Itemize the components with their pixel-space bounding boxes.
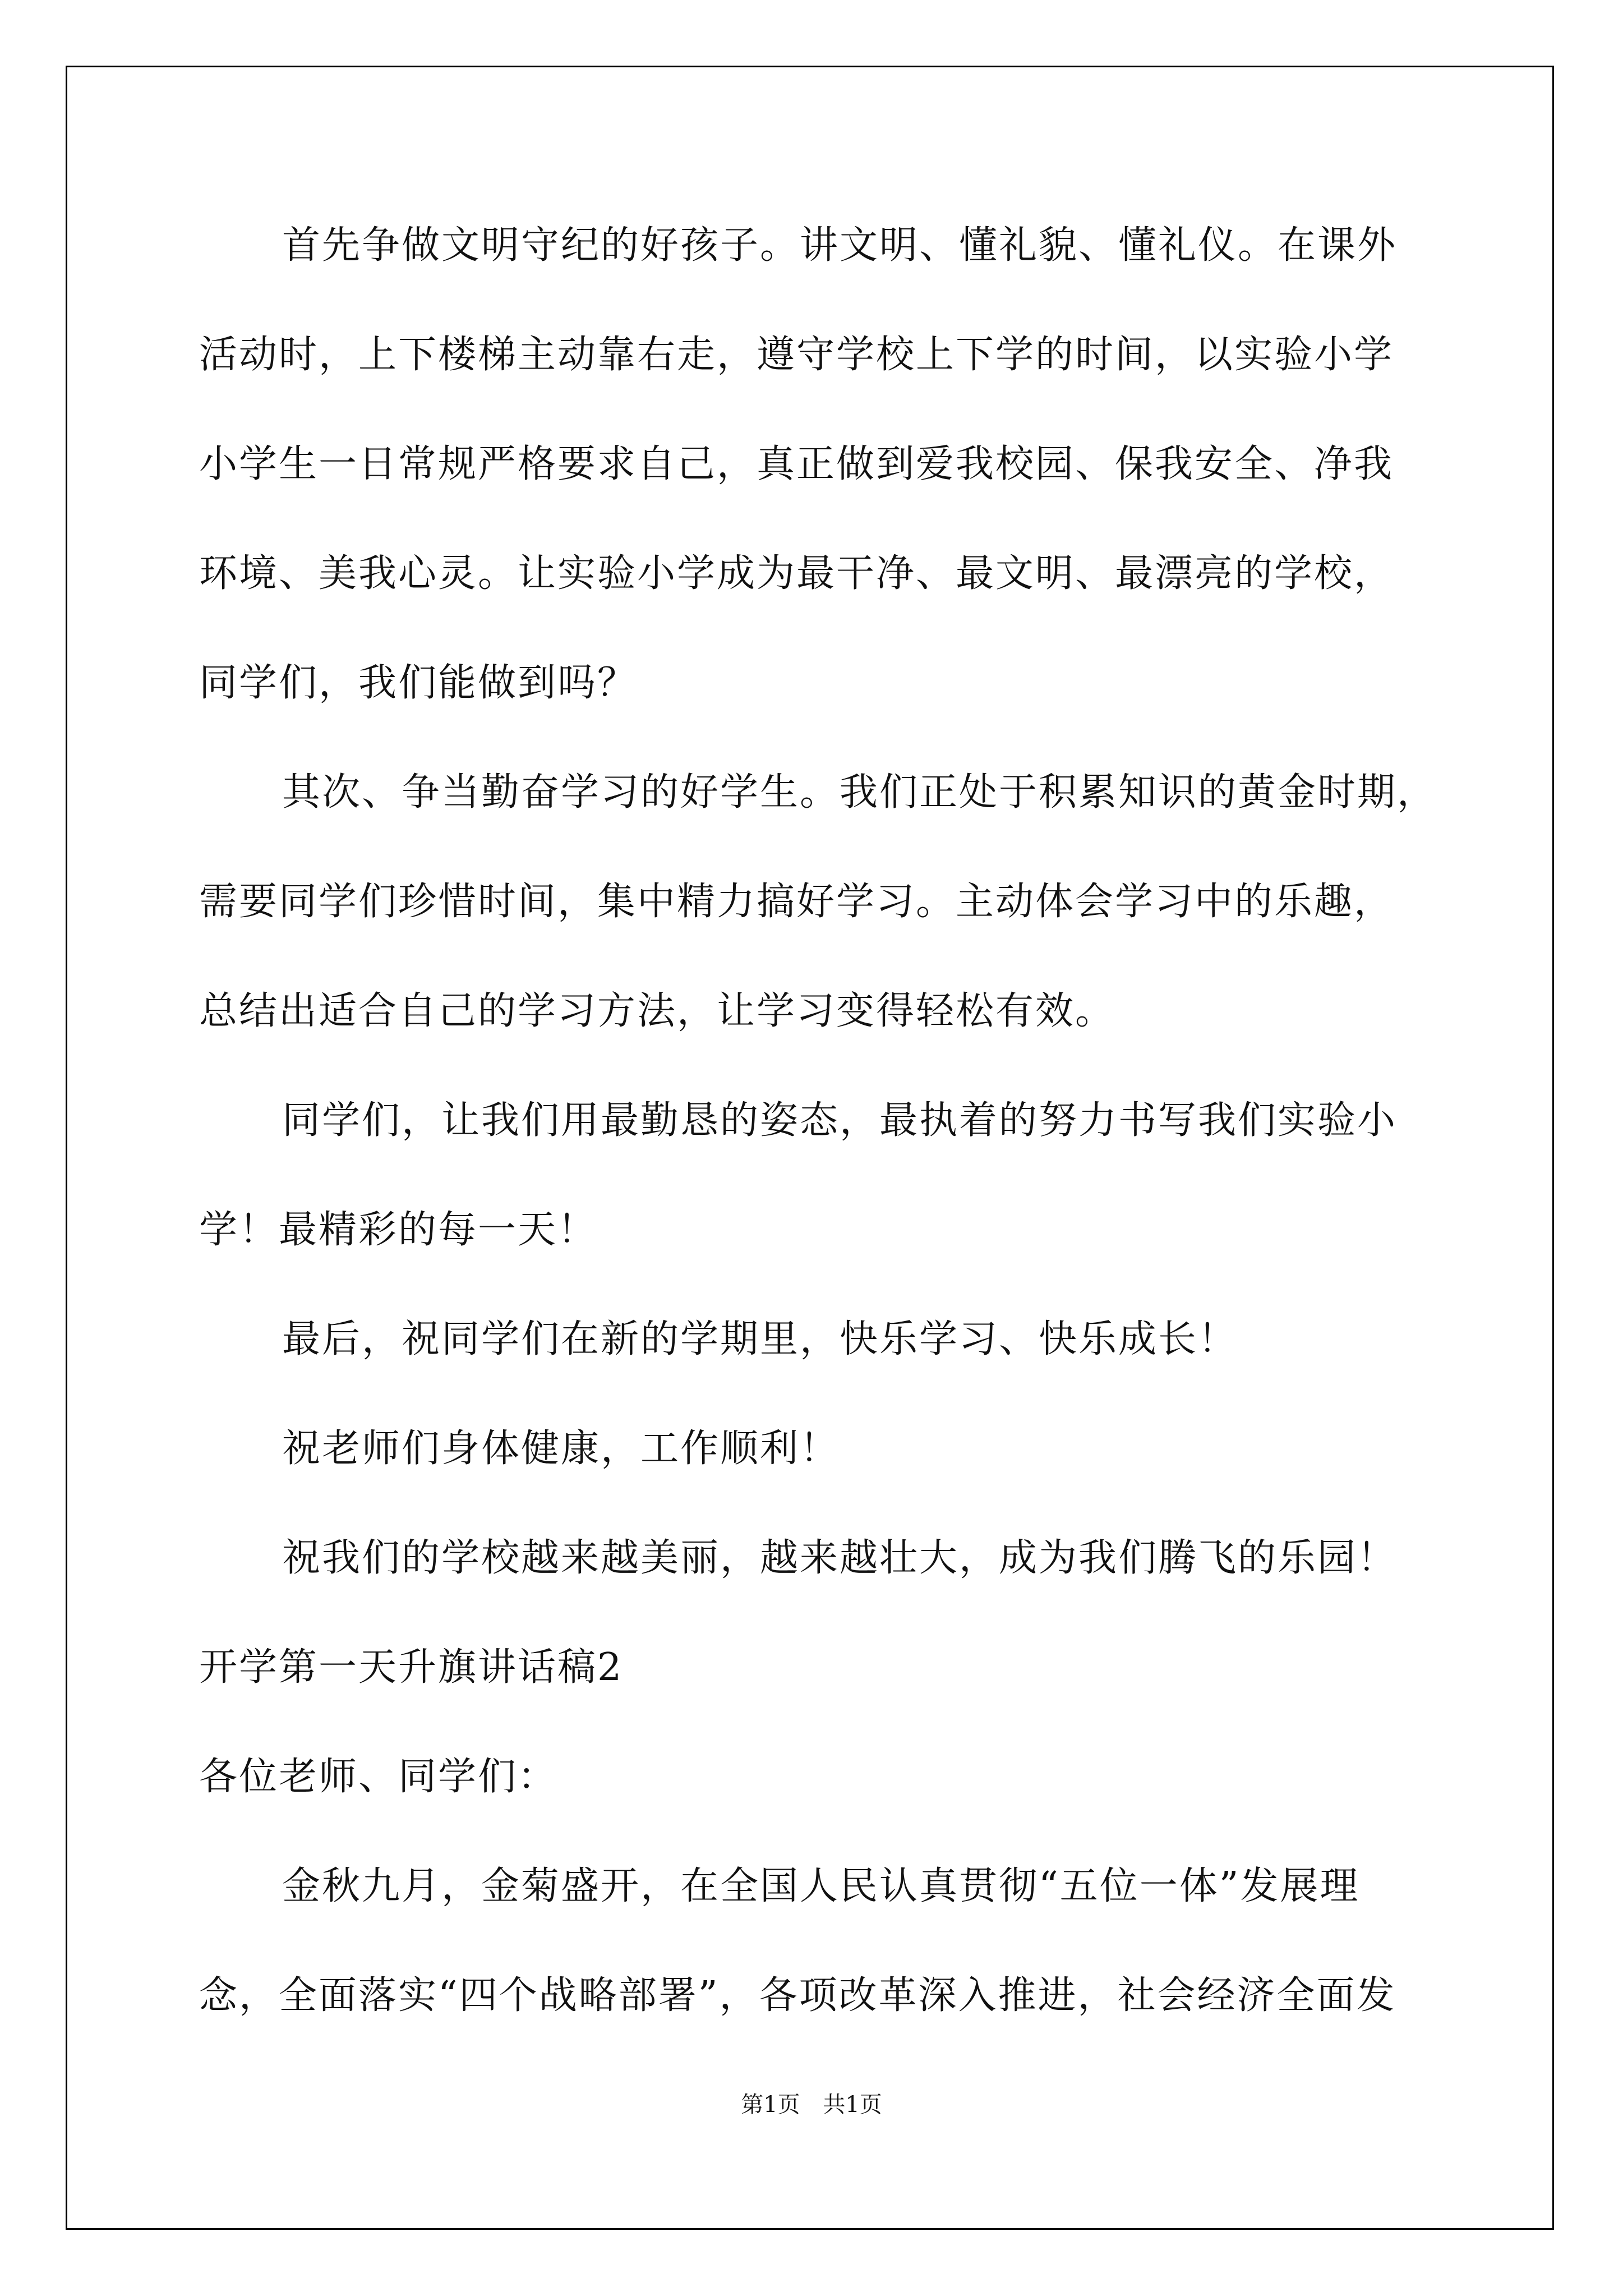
paragraph-line: 祝我们的学校越来越美丽，越来越壮大，成为我们腾飞的乐园！ — [282, 1536, 1398, 1580]
paragraph-line: 念，全面落实“四个战略部署”，各项改革深入推进，社会经济全面发 — [199, 1973, 1396, 2018]
paragraph-line: 需要同学们珍惜时间，集中精力搞好学习。主动体会学习中的乐趣， — [199, 880, 1394, 924]
paragraph-line: 总结出适合自己的学习方法，让学习变得轻松有效。 — [199, 989, 1115, 1033]
paragraph-line: 金秋九月，金菊盛开，在全国人民认真贯彻“五位一体”发展理 — [282, 1864, 1360, 1908]
paragraph-line: 最后，祝同学们在新的学期里，快乐学习、快乐成长！ — [282, 1317, 1238, 1361]
paragraph-line: 环境、美我心灵。让实验小学成为最干净、最文明、最漂亮的学校， — [199, 551, 1394, 596]
paragraph-line: 同学们，我们能做到吗？ — [199, 661, 638, 705]
page-number-current: 第1页 — [741, 2092, 800, 2118]
paragraph-line: 学！最精彩的每一天！ — [199, 1208, 598, 1252]
paragraph-line: 祝老师们身体健康，工作顺利！ — [282, 1427, 840, 1471]
salutation: 各位老师、同学们： — [199, 1755, 558, 1799]
section-heading: 开学第一天升旗讲话稿2 — [199, 1645, 624, 1690]
page-number-total: 共1页 — [823, 2092, 882, 2118]
paragraph-line: 首先争做文明守纪的好孩子。讲文明、懂礼貌、懂礼仪。在课外 — [282, 223, 1398, 268]
paragraph-line: 小学生一日常规严格要求自己，真正做到爱我校园、保我安全、净我 — [199, 442, 1394, 486]
paragraph-line: 活动时，上下楼梯主动靠右走，遵守学校上下学的时间，以实验小学 — [199, 333, 1394, 377]
paragraph-line: 同学们，让我们用最勤恳的姿态，最执着的努力书写我们实验小 — [282, 1098, 1398, 1143]
paragraph-line: 其次、争当勤奋学习的好学生。我们正处于积累知识的黄金时期， — [282, 770, 1437, 815]
page-footer — [0, 2091, 1623, 2118]
